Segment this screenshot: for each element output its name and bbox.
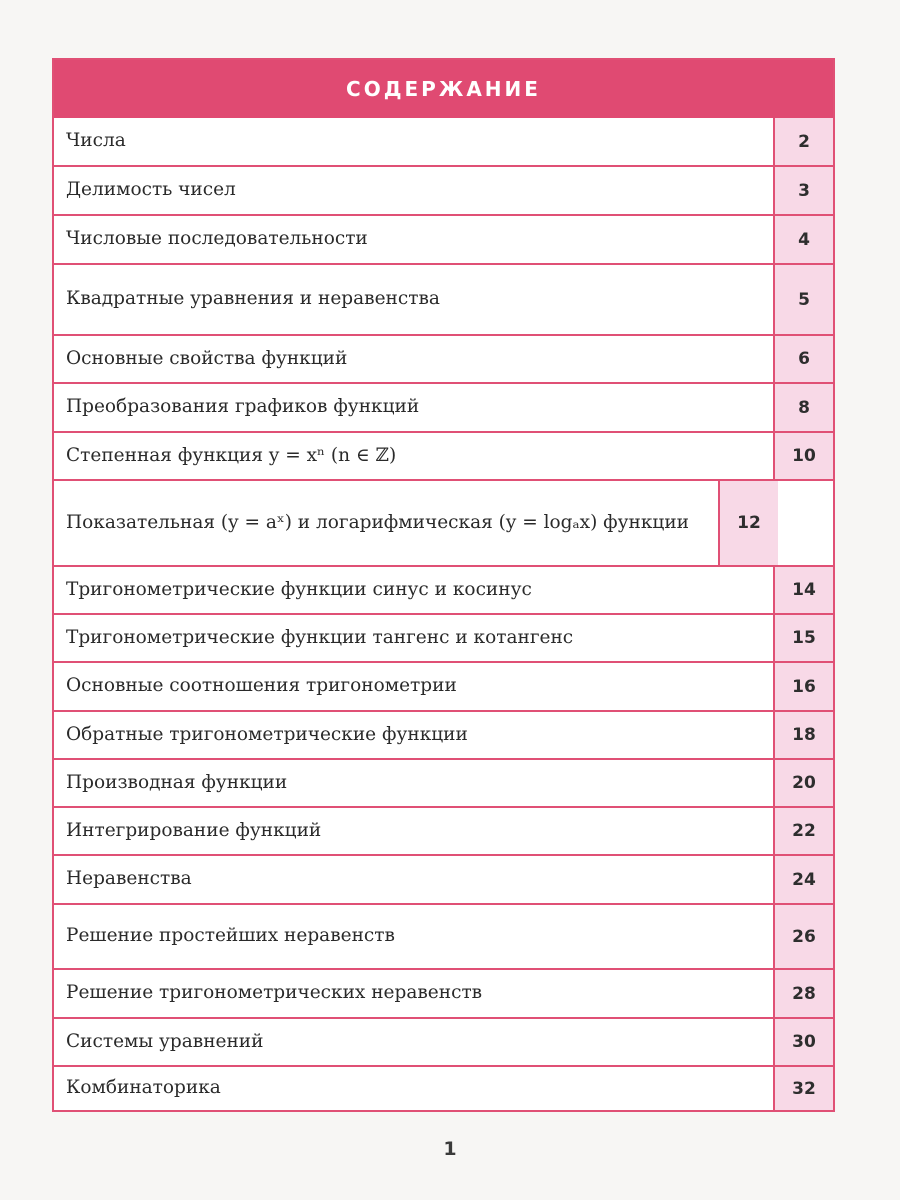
toc-entry-title: Производная функции xyxy=(54,760,775,806)
toc-entry-title: Решение тригонометрических неравенств xyxy=(54,970,775,1017)
toc-entry-page: 26 xyxy=(775,905,833,968)
toc-entry-page: 20 xyxy=(775,760,833,806)
toc-entry-page: 18 xyxy=(775,712,833,758)
toc-row[interactable] xyxy=(54,854,833,903)
toc-entry-page: 16 xyxy=(775,663,833,710)
toc-row[interactable] xyxy=(54,1065,833,1110)
toc-entry-page: 28 xyxy=(775,970,833,1017)
toc-row[interactable] xyxy=(54,479,833,565)
toc-entry-page: 24 xyxy=(775,856,833,903)
toc-row[interactable] xyxy=(54,263,833,334)
toc-entry-title: Обратные тригонометрические функции xyxy=(54,712,775,758)
toc-header xyxy=(54,60,833,118)
page-number: 1 xyxy=(443,1138,457,1160)
toc-entry-page: 10 xyxy=(775,433,833,479)
toc-entry-title: Системы уравнений xyxy=(54,1019,775,1065)
toc-row[interactable] xyxy=(54,661,833,710)
toc-entry-title: Основные соотношения тригонометрии xyxy=(54,663,775,710)
toc-row[interactable] xyxy=(54,903,833,968)
toc-row[interactable] xyxy=(54,565,833,613)
toc-rows xyxy=(54,118,833,1110)
toc-entry-page: 8 xyxy=(775,384,833,431)
toc-row[interactable] xyxy=(54,118,833,165)
toc-entry-title: Тригонометрические функции синус и косинус xyxy=(54,567,775,613)
toc-entry-page: 6 xyxy=(775,336,833,382)
toc-entry-title: Комбинаторика xyxy=(54,1067,775,1110)
table-of-contents xyxy=(52,58,835,1112)
toc-entry-title: Решение простейших неравенств xyxy=(54,905,775,968)
toc-row[interactable] xyxy=(54,806,833,854)
toc-row[interactable] xyxy=(54,165,833,214)
toc-row[interactable] xyxy=(54,613,833,661)
toc-entry-title: Неравенства xyxy=(54,856,775,903)
toc-entry-page: 4 xyxy=(775,216,833,263)
toc-heading: СОДЕРЖАНИЕ xyxy=(346,77,541,101)
toc-row[interactable] xyxy=(54,1017,833,1065)
toc-entry-title: Интегрирование функций xyxy=(54,808,775,854)
toc-entry-page: 2 xyxy=(775,118,833,165)
toc-entry-title: Квадратные уравнения и неравенства xyxy=(54,265,775,334)
toc-entry-title: Основные свойства функций xyxy=(54,336,775,382)
toc-entry-page: 30 xyxy=(775,1019,833,1065)
toc-entry-title: Числовые последовательности xyxy=(54,216,775,263)
toc-entry-title: Показательная (y = aˣ) и логарифмическая (y = logₐx) функции xyxy=(54,481,720,565)
toc-entry-title: Числа xyxy=(54,118,775,165)
toc-entry-page: 14 xyxy=(775,567,833,613)
toc-row[interactable] xyxy=(54,382,833,431)
toc-entry-title: Преобразования графиков функций xyxy=(54,384,775,431)
toc-entry-page: 15 xyxy=(775,615,833,661)
toc-row[interactable] xyxy=(54,758,833,806)
toc-row[interactable] xyxy=(54,334,833,382)
toc-entry-page: 12 xyxy=(720,481,778,565)
toc-entry-title: Тригонометрические функции тангенс и котангенс xyxy=(54,615,775,661)
toc-entry-page: 22 xyxy=(775,808,833,854)
toc-entry-page: 5 xyxy=(775,265,833,334)
toc-entry-page: 3 xyxy=(775,167,833,214)
toc-entry-page: 32 xyxy=(775,1067,833,1110)
toc-row[interactable] xyxy=(54,431,833,479)
toc-row[interactable] xyxy=(54,214,833,263)
toc-entry-title: Степенная функция y = xⁿ (n ∈ ℤ) xyxy=(54,433,775,479)
toc-row[interactable] xyxy=(54,710,833,758)
toc-row[interactable] xyxy=(54,968,833,1017)
toc-entry-title: Делимость чисел xyxy=(54,167,775,214)
